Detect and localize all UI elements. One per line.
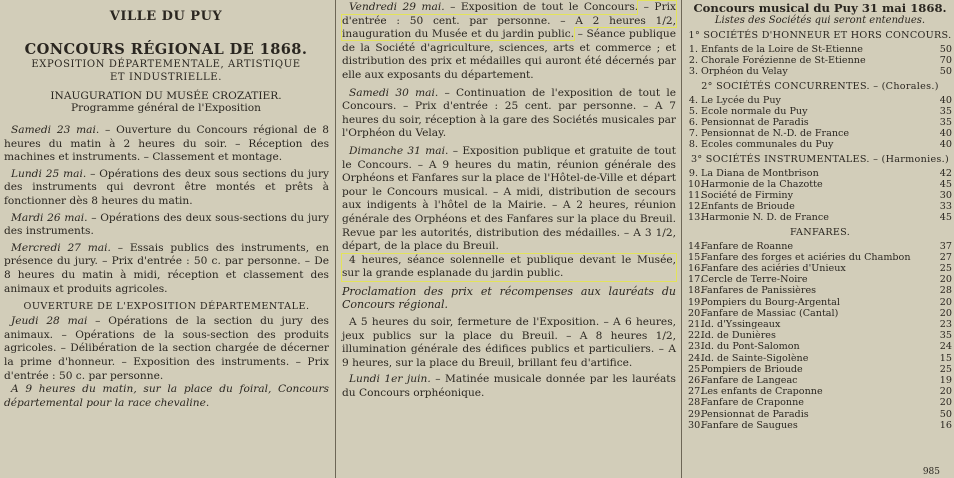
list-item [688,397,952,408]
item-count: 28 [939,285,952,297]
item-count: 35 [939,330,952,342]
item-name: Le Lycée du Puy [701,94,781,106]
column-programme [0,0,332,478]
musical-title: Concours musical du Puy 31 mai 1868. [693,1,947,15]
item-number: 27. [688,386,704,398]
item-number: 17. [688,274,704,286]
list-item [688,66,952,77]
item-count: 35 [939,117,952,129]
item-number: 16. [688,263,704,275]
item-count: 50 [939,66,952,78]
programme-body [0,118,332,410]
list-item [688,308,952,319]
item-number: 18. [688,285,704,297]
item-number: 22. [688,330,704,342]
para-mercredi: Mercredi 27 mai. – Essais publics des instruments, en présence du jury. – Prix d'entrée : 50 c. par personne. – De 8 heures du matin à midi, réception et classement des animaux et produits agricoles. [4,241,329,295]
highlight-seance: 4 heures, séance solennelle et publique devant le Musée, sur la grande esplanade du jardin public. [342,253,676,280]
item-number: 29. [688,408,704,420]
item-name: Fanfare de Massiac (Cantal) [701,307,839,319]
list-item [688,319,952,330]
item-name: Société de Firminy [701,190,793,202]
list-item [688,44,952,55]
item-number: 21. [688,319,704,331]
item-name: Harmonie de la Chazotte [701,178,823,190]
list-item [688,128,952,139]
item-name: Pensionnat de N.-D. de France [701,128,850,140]
item-count: 27 [939,251,952,263]
highlight-inauguration: – Prix d'entrée : 50 cent. par personne. – A 2 heures 1/2, inauguration du Musée et du jardin public. [342,1,676,41]
para-jeudi: Jeudi 28 mai – Opérations de la section du jury des animaux. – Opérations de la sous-section des produits agricoles. – Délibération de la section chargée de décerner la prime d'honneur. – Exposition des instruments. – Prix d'entrée : 50 c. par personne. [4,315,329,382]
concours-title: CONCOURS RÉGIONAL DE 1868. [24,41,308,58]
item-number: 15. [688,251,704,263]
list-item [688,106,952,117]
item-count: 20 [939,274,952,286]
item-name: Id. du Pont-Salomon [701,341,800,353]
para-foiral: A 9 heures du matin, sur la place du foiral, Concours départemental pour la race chevaline. [4,383,329,409]
item-count: 45 [939,178,952,190]
list-item [688,420,952,431]
list-item [688,252,952,263]
item-name: Fanfare de Langeac [701,375,798,387]
item-number: 24. [688,352,704,364]
list-honneur [688,44,952,78]
column-societes [684,0,954,478]
list-item [688,297,952,308]
subtitle-line-2: ET INDUSTRIELLE. [110,72,222,83]
musical-subtitle: Listes des Sociétés qui seront entendues. [714,15,926,26]
list-chorales [688,95,952,151]
inauguration-heading: INAUGURATION DU MUSÉE CROZATIER. [50,90,282,102]
item-name: Enfants de Brioude [701,201,795,213]
item-name: Fanfare des forges et aciéries du Chambon [701,251,911,263]
item-number: 19. [688,296,704,308]
list-item [688,386,952,397]
item-name: Les enfants de Craponne [701,386,823,398]
item-count: 35 [939,105,952,117]
list-item [688,353,952,364]
programme-heading: Programme général de l'Exposition [71,102,261,114]
item-count: 70 [939,55,952,67]
item-count: 16 [939,419,952,431]
column-rule-2 [681,0,682,478]
item-number: 10. [688,178,704,190]
proclamation: Proclamation des prix et récompenses aux lauréats du Concours régional. [342,284,676,312]
list-item [688,241,952,252]
para-samedi-30: Samedi 30 mai. – Continuation de l'exposition de tout le Concours. – Prix d'entrée : 25 cent. par personne. – A 7 heures du soir, réception à la gare des Sociétés musicales par l'Orphéon du Velay. [342,86,676,140]
list-item [688,201,952,212]
item-number: 4. [688,94,698,106]
item-count: 25 [939,363,952,375]
item-name: Cercle de Terre-Noire [701,274,808,286]
item-count: 30 [939,190,952,202]
item-name: Ecoles communales du Puy [701,139,834,151]
item-number: 11. [688,190,704,202]
item-number: 25. [688,363,704,375]
list-item [688,117,952,128]
list-item [688,364,952,375]
item-count: 40 [939,139,952,151]
item-name: Pompiers du Bourg-Argental [701,296,840,308]
item-number: 20. [688,307,704,319]
list-item [688,330,952,341]
list-item [688,285,952,296]
item-name: Id. de Dunières [701,330,776,342]
section-fanfares: FANFARES. [789,226,851,238]
item-name: Fanfares de Panissières [701,285,817,297]
item-name: Pensionnat de Paradis [701,408,809,420]
item-name: Fanfare de Roanne [701,240,794,252]
item-count: 19 [939,375,952,387]
section-chorales: 2° SOCIÉTÉS CONCURRENTES. – (Chorales.) [701,80,939,92]
item-count: 20 [939,397,952,409]
item-name: Fanfare de Saugues [701,419,798,431]
section-harmonies: 3° SOCIÉTÉS INSTRUMENTALES. – (Harmonies.) [690,153,950,165]
item-name: Id. de Sainte-Sigolène [701,352,809,364]
list-item [688,263,952,274]
item-number: 6. [688,117,698,129]
item-count: 20 [939,386,952,398]
item-number: 2. [688,55,698,67]
item-count: 40 [939,94,952,106]
para-lundi-juin: Lundi 1er juin. – Matinée musicale donnée par les lauréats du Concours orphéonique. [342,373,676,400]
page-number: 985 [922,467,940,477]
item-count: 23 [939,319,952,331]
item-count: 24 [939,341,952,353]
list-fanfares [688,241,952,431]
item-count: 25 [939,263,952,275]
section-honneur: 1° SOCIÉTÉS D'HONNEUR ET HORS CONCOURS. [688,30,952,41]
item-name: La Diana de Montbrison [701,167,819,179]
ville-heading: VILLE DU PUY [109,9,223,24]
item-count: 45 [939,212,952,224]
para-fermeture: A 5 heures du soir, fermeture de l'Exposition. – A 6 heures, jeux publics sur la place du Breuil. – A 8 heures 1/2, illumination générale des édifices publics et particuliers. – A 9 heures, sur la place du Breuil, brillant feu d'artifice. [342,316,676,369]
item-name: Orphéon du Velay [701,66,788,78]
item-count: 20 [939,307,952,319]
item-count: 40 [939,128,952,140]
para-dimanche: Dimanche 31 mai. – Exposition publique et gratuite de tout le Concours. – A 9 heures du matin, réunion générale des Orphéons et Fanfares sur la place de l'Hôtel-de-Ville et départ pour le Concours musical. – A midi, distribution de secours aux indigents à l'hôtel de la Mairie. – A 2 heures, réunion générale des Orphéons et des Fanfares sur la place du Breuil. Revue par les autorités, distribution des médailles. – A 3 1/2, départ, de la place du Breuil. [342,144,676,253]
item-name: Enfants de la Loire de St-Etienne [701,44,863,55]
item-number: 8. [688,139,698,151]
list-item [688,212,952,223]
item-number: 9. [688,167,698,179]
item-number: 13. [688,212,704,224]
item-name: Fanfare des aciéries d'Unieux [701,263,846,275]
list-item [688,179,952,190]
item-name: Harmonie N. D. de France [701,212,829,224]
para-samedi: Samedi 23 mai. – Ouverture du Concours régional de 8 heures du matin à 2 heures du soir. – Réception des machines et instruments. – Classement et montage. [4,124,330,164]
item-name: Pensionnat de Paradis [701,117,809,129]
item-number: 26. [688,375,704,387]
item-count: 42 [939,167,952,179]
list-item [688,190,952,201]
subtitle-line-1: EXPOSITION DÉPARTEMENTALE, ARTISTIQUE [31,59,301,70]
column-schedule [340,0,678,478]
item-name: Chorale Forézienne de St-Etienne [701,55,866,67]
column-rule-1 [335,0,336,478]
para-lundi: Lundi 25 mai. – Opérations des deux sous sections du jury des instruments qui devront être montés et prêts à fonctionner dès 8 heures du matin. [4,167,329,207]
item-name: Id. d'Yssingeaux [701,319,781,331]
list-item [688,274,952,285]
list-item [688,139,952,150]
item-number: 12. [688,201,704,213]
para-mardi: Mardi 26 mai. – Opérations des deux sous-sections du jury des instruments. [4,211,329,238]
list-item [688,375,952,386]
item-number: 30. [688,419,704,431]
item-number: 7. [688,128,698,140]
para-vendredi: Vendredi 29 mai. – Exposition de tout le Concours. – Prix d'entrée : 50 cent. par personne. – A 2 heures 1/2, inauguration du Musée et du jardin public. – Séance publique de la Société d'agriculture, sciences, arts et commerce ; et distribution des prix et médailles qui auront été décernés par elle aux exposants du département. [342,1,676,81]
item-count: 37 [939,240,952,252]
ouverture-heading: OUVERTURE DE L'EXPOSITION DÉPARTEMENTALE. [23,301,310,313]
item-number: 3. [688,66,698,78]
item-name: Pompiers de Brioude [701,363,803,375]
item-number: 1. [688,44,698,55]
item-count: 15 [939,352,952,364]
item-number: 28. [688,397,704,409]
item-count: 50 [939,408,952,420]
item-name: Fanfare de Craponne [701,397,804,409]
list-item [688,341,952,352]
item-count: 50 [939,44,952,55]
list-item [688,55,952,66]
list-harmonies [688,168,952,224]
item-count: 20 [939,296,952,308]
item-number: 23. [688,341,704,353]
item-number: 14. [688,240,704,252]
item-name: Ecole normale du Puy [701,105,808,117]
list-item [688,95,952,106]
list-item [688,168,952,179]
list-item [688,409,952,420]
item-number: 5. [688,105,698,117]
item-count: 33 [939,201,952,213]
